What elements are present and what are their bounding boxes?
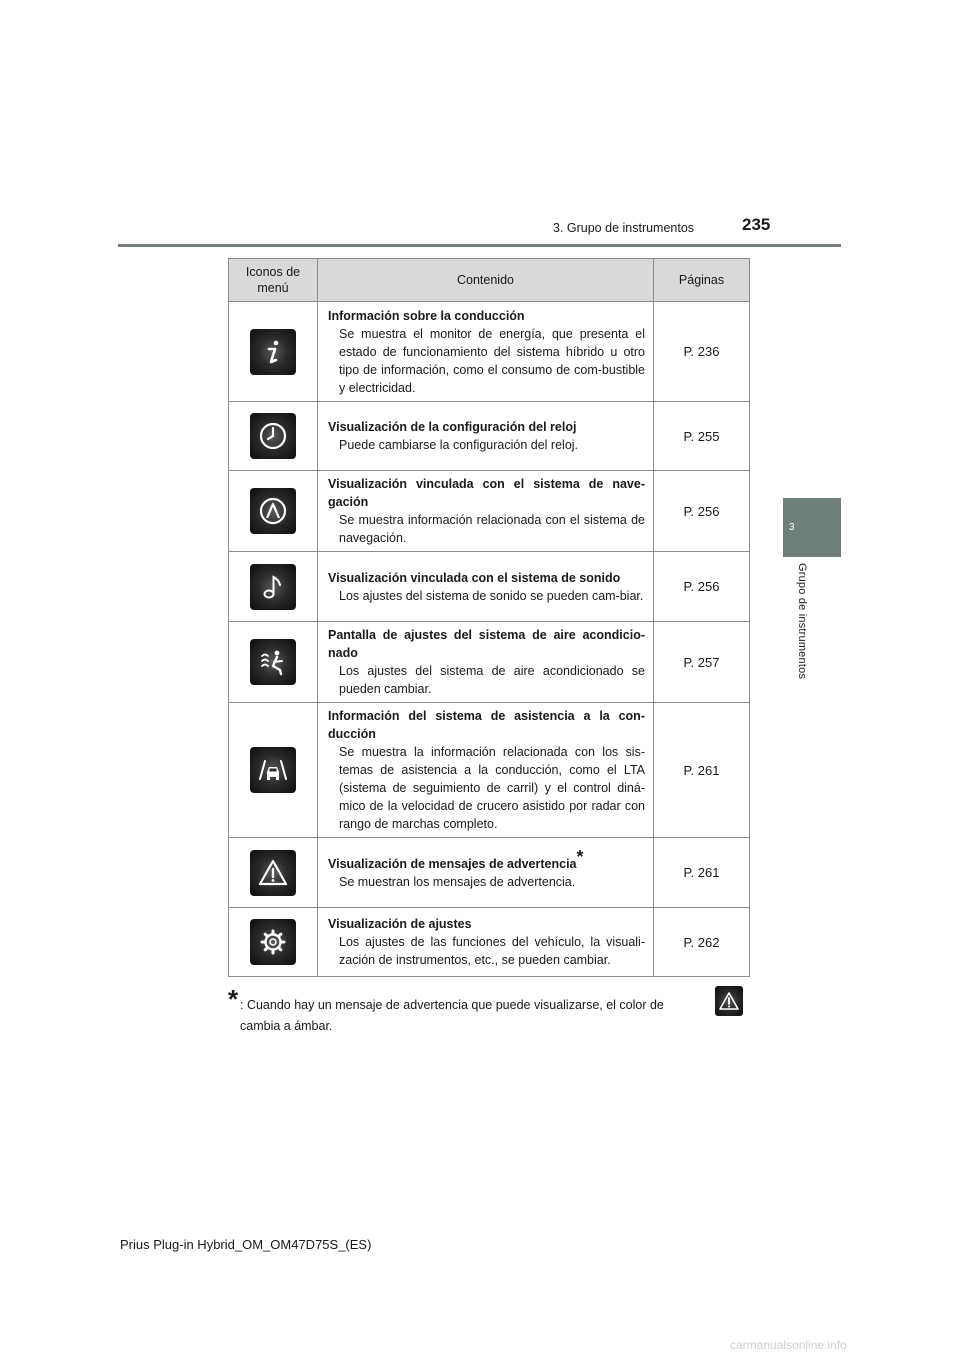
table-row	[229, 908, 750, 977]
row-description: Los ajustes del sistema de aire acondicionado se pueden cambiar.	[339, 664, 645, 696]
header-pages: Páginas	[654, 259, 750, 302]
row-title: Visualización de ajustes	[328, 917, 472, 931]
footnote-text-continued: cambia a ámbar.	[240, 1019, 333, 1033]
info-icon	[250, 329, 296, 375]
driving-assist-car-icon	[250, 747, 296, 793]
row-description: Los ajustes del sistema de sonido se pueden cam-biar.	[339, 588, 644, 603]
header-content: Contenido	[318, 259, 654, 302]
clock-icon	[250, 413, 296, 459]
table-row	[229, 471, 750, 552]
footnote-asterisk: *	[228, 984, 239, 1014]
header-rule	[118, 244, 841, 247]
page-reference: P. 261	[654, 703, 750, 838]
gear-icon	[250, 919, 296, 965]
table-row	[229, 703, 750, 838]
warning-triangle-icon	[715, 986, 743, 1016]
page-reference: P. 257	[654, 622, 750, 703]
row-description: Puede cambiarse la configuración del reloj.	[339, 438, 579, 452]
page-reference: P. 256	[654, 552, 750, 622]
table-row	[229, 552, 750, 622]
row-description: Se muestran los mensajes de advertencia.	[339, 874, 576, 889]
menu-icons-table	[228, 258, 750, 977]
page-number: 235	[742, 215, 771, 234]
header-icons: Iconos de menú	[229, 259, 318, 302]
section-title: 3. Grupo de instrumentos	[553, 221, 695, 235]
document-footer: Prius Plug-in Hybrid_OM_OM47D75S_(ES)	[120, 1237, 372, 1252]
air-conditioning-icon	[250, 639, 296, 685]
page-reference: P. 256	[654, 471, 750, 552]
row-description: Los ajustes de las funciones del vehículo, la visuali-zación de instrumentos, etc., se pueden cambiar.	[339, 935, 645, 967]
page-reference: P. 261	[654, 838, 750, 908]
warning-triangle-icon	[250, 850, 296, 896]
row-title-text: Visualización de mensajes de advertencia	[328, 856, 577, 871]
table-row	[229, 622, 750, 703]
row-title	[328, 846, 645, 873]
page-reference: P. 262	[654, 908, 750, 977]
footnote-text: : Cuando hay un mensaje de advertencia que puede visualizarse, el color de	[240, 998, 664, 1012]
page-reference: P. 236	[654, 302, 750, 402]
table-header-row	[229, 259, 750, 302]
row-title: Información del sistema de asistencia a la con-ducción	[328, 709, 645, 741]
chapter-tab-number: 3	[789, 522, 795, 533]
row-description: Se muestra información relacionada con el sistema de navegación.	[339, 513, 645, 545]
row-description: Se muestra el monitor de energía, que presenta el estado de funcionamiento del sistema híbrido u otro tipo de información, como el consumo de com-bustible y electricidad.	[339, 326, 645, 395]
music-note-icon	[250, 564, 296, 610]
watermark-site: carmanualsonline.info	[730, 1338, 847, 1352]
table-row	[229, 838, 750, 908]
navigation-icon	[250, 488, 296, 534]
row-title: Visualización vinculada con el sistema de nave-gación	[328, 477, 645, 509]
row-title: Información sobre la conducción	[328, 308, 525, 323]
row-title: Visualización de la configuración del reloj	[328, 420, 577, 434]
chapter-tab-label: Grupo de instrumentos	[796, 563, 808, 680]
page-reference: P. 255	[654, 402, 750, 471]
chapter-tab	[783, 498, 841, 557]
row-description: Se muestra la información relacionada con los sis-temas de asistencia a la conducción, como el LTA (sistema de seguimiento de carril) y el control diná-mico de la velocidad de crucero asistido por radar con rango de marchas completo.	[339, 745, 645, 831]
row-title: Pantalla de ajustes del sistema de aire acondicio-nado	[328, 628, 645, 660]
asterisk-mark: *	[576, 846, 584, 867]
table-row	[229, 402, 750, 471]
row-title: Visualización vinculada con el sistema de sonido	[328, 570, 621, 585]
table-row	[229, 302, 750, 402]
